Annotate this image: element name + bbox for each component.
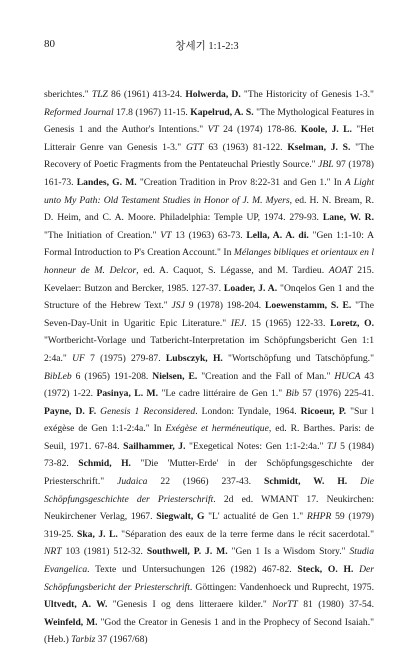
entry-text: . 2d ed. WMANT 17. Neukirchen: Neukirchener Verlag, 1967. — [44, 493, 374, 523]
entry-text: "The Mythological Features in Genesis 1 and the Author's Intentions." — [44, 106, 374, 136]
entry-author: Ska, J. L. — [77, 528, 118, 540]
entry-publication-title: UF — [72, 352, 85, 364]
bibliography-entry — [117, 476, 264, 487]
entry-publication-title: NRT — [44, 546, 62, 558]
bibliography-entry — [172, 300, 265, 311]
bibliography-entry — [72, 353, 166, 364]
entry-author: Pasinya, L. M. — [96, 388, 158, 400]
running-title: 창세기 1:1-2:3 — [175, 41, 239, 52]
entry-author: Southwell, P. J. M. — [146, 546, 228, 558]
bibliography-entry — [286, 388, 374, 399]
entry-text: "Gen 1 Is a Wisdom Story." — [227, 546, 350, 558]
bibliography-entry — [100, 406, 301, 417]
bibliography-entry — [77, 529, 374, 540]
entry-text: 9 (1978) 198-204. — [184, 300, 265, 312]
entry-author: Loader, J. A. — [223, 282, 278, 294]
entry-text: sberichtes." — [44, 89, 92, 100]
entry-text: . 15 (1965) 122-33. — [244, 317, 331, 329]
entry-text: 57 (1976) 225-41. — [298, 388, 374, 400]
entry-text: 59 (1979) 319-25. — [44, 511, 374, 540]
bibliography-entry — [152, 371, 334, 382]
entry-publication-title: VT — [207, 124, 219, 136]
entry-text: 37 (1967/68) — [95, 634, 148, 646]
entry-publication-title: Die Schöpfungsgeschichte der Priesterschrift — [44, 476, 374, 505]
entry-text: "The Initiation of Creation." — [44, 229, 161, 241]
entry-text: 24 (1974) 178-86. — [218, 124, 301, 136]
bibliography-entry — [166, 353, 374, 364]
entry-text: "L' actualité de Gen 1." — [204, 511, 307, 523]
entry-author: Sailhammer, J. — [123, 440, 186, 452]
bibliography-entry — [147, 546, 350, 557]
bibliography-entry — [44, 371, 152, 382]
entry-publication-title: HUCA — [334, 370, 361, 382]
entry-text: . Göttingen: Vandenhoeck und Ruprecht, 1975. — [189, 581, 375, 593]
entry-publication-title: Judaica — [117, 476, 148, 488]
entry-text: 13 (1963) 63-73. — [171, 229, 247, 241]
entry-publication-title: Bib — [285, 388, 299, 400]
entry-text: "Creation and the Fall of Man." — [197, 370, 335, 382]
entry-author: Schmid, H. — [78, 458, 131, 470]
bibliography-entry — [96, 388, 285, 399]
entry-publication-title: A Light unto My Path: Old Testament Studies in Honor of J. M. Myers — [44, 176, 374, 206]
bibliography-entry — [44, 107, 190, 118]
entry-text: 97 (1978) 161-73. — [44, 159, 374, 188]
entry-text: "Sur l exégèse de Gen 1:1-2:4a." In — [44, 405, 374, 435]
entry-text: 215. Kevelaer: Butzon and Bercker, 1985. 127-37. — [44, 264, 374, 294]
entry-author: Weinfeld, M. — [44, 616, 98, 628]
entry-text: 6 (1965) 191-208. — [71, 370, 153, 382]
entry-text: "The Seven-Day-Unit in Ugaritic Epic Literature." — [44, 300, 374, 329]
entry-text: "Wortbericht-Vorlage und Tatbericht-Interpretation im Schöpfungsbericht Gen 1:1 2:4a." — [44, 335, 374, 364]
entry-author: Nielsen, E. — [152, 370, 198, 382]
entry-text: 63 (1963) 81-122. — [203, 141, 288, 153]
entry-publication-title: JBL — [318, 159, 334, 171]
entry-text: "Creation Tradition in Prov 8:22-31 and Gen 1." In — [136, 176, 345, 188]
running-head — [44, 38, 370, 54]
entry-publication-title: Tarbiz — [71, 634, 96, 646]
entry-text: "Gen 1:1-10: A Formal Introduction to P's Creation Account." In — [44, 229, 375, 259]
bibliography-entry — [185, 89, 374, 100]
entry-author: Loewenstamm, S. E. — [265, 300, 352, 312]
entry-publication-title: BibLeb — [44, 370, 72, 382]
entry-publication-title: TLZ — [91, 89, 108, 100]
entry-publication-title: RHPR — [306, 511, 332, 523]
entry-publication-title: Exégèse et herméneutique — [165, 423, 269, 435]
entry-text: "Genesis I og dens litteraere kilder." — [107, 599, 273, 611]
bibliography-entry — [92, 89, 185, 100]
entry-text: , ed. A. Caquot, S. Légasse, and M. Tardieu. — [136, 264, 329, 276]
entry-author: Lella, A. A. di. — [246, 229, 309, 241]
entry-text: "God the Creator in Genesis 1 and in the Prophecy of Second Isaiah." (Heb.) — [44, 616, 375, 646]
entry-text: "Le cadre littéraire de Gen 1." — [158, 388, 286, 400]
bibliography-entry — [44, 406, 100, 417]
bibliography-entry — [44, 546, 147, 557]
entry-author: Lubsczyk, H. — [165, 352, 223, 364]
page-number: 80 — [44, 38, 55, 50]
bibliography-entry — [272, 599, 374, 610]
entry-publication-title: Studia Evangelica — [44, 546, 375, 576]
entry-text: , ed. R. Barthes. Paris: de Seuil, 1971. 67-84. — [44, 423, 374, 452]
entry-publication-title: AOAT — [328, 264, 353, 276]
entry-text: "Exegetical Notes: Gen 1:1-2:4a." — [185, 440, 327, 452]
entry-text: 43 (1972) 1-22. — [44, 370, 375, 400]
entry-author: Ricoeur, P. — [300, 405, 347, 417]
entry-author: Steck, O. H. — [297, 564, 354, 576]
bibliography-entry — [186, 142, 287, 153]
bibliography-entry — [77, 177, 345, 188]
entry-text: "Séparation des eaux de la terre ferme dans le récit sacerdotal." — [117, 528, 374, 540]
bibliography-entry — [264, 476, 360, 487]
entry-text: 7 (1975) 279-87. — [84, 352, 166, 364]
entry-text: 86 (1961) 413-24. — [107, 89, 186, 100]
entry-text: "Die 'Mutter-Erde' in der Schöpfungsgeschichte der Priesterschrift." — [44, 458, 374, 488]
bibliography-entry — [71, 634, 147, 645]
entry-text: 22 (1966) 237-43. — [147, 476, 264, 488]
bibliography-entry — [44, 599, 272, 610]
entry-publication-title: IEJ — [230, 317, 245, 329]
entry-text: 81 (1980) 37-54. — [297, 599, 374, 611]
entry-author: Payne, D. F. — [44, 405, 97, 417]
entry-text — [347, 476, 360, 487]
entry-text: "Het Litterair Genre van Genesis 1-3." — [44, 124, 375, 153]
entry-publication-title: NorTT — [272, 599, 298, 611]
entry-text: "Onqelos Gen 1 and the Structure of the Hebrew Text." — [44, 282, 374, 312]
entry-text: "The Recovery of Poetic Fragments from the Pentateuchal Priestly Source." — [44, 141, 375, 171]
entry-author: Loretz, O. — [330, 317, 374, 329]
entry-text: 103 (1981) 512-32. — [61, 546, 147, 558]
bibliography-text — [44, 86, 374, 649]
entry-publication-title: Mélanges bibliques et orientaux en l honneur de M. Delcor — [44, 247, 374, 276]
entry-publication-title: GTT — [185, 141, 204, 153]
entry-author: Lane, W. R. — [322, 212, 374, 224]
bibliography-entry — [208, 124, 301, 135]
entry-author: Kselman, J. S. — [287, 141, 351, 153]
bibliography-entry — [297, 564, 359, 575]
bibliography-entry — [156, 511, 307, 522]
entry-publication-title: JSJ — [171, 300, 185, 312]
bibliography-entry — [123, 441, 327, 452]
entry-author: Koole, J. L. — [300, 124, 352, 136]
entry-text: "Wortschöpfung und Tatschöpfung." — [222, 352, 375, 364]
bibliography-entry — [44, 89, 92, 100]
entry-publication-title: VT — [160, 229, 172, 241]
entry-author: Landes, G. M. — [76, 176, 137, 188]
entry-publication-title: Genesis 1 Reconsidered — [100, 405, 196, 417]
entry-text: . London: Tyndale, 1964. — [195, 405, 301, 417]
bibliography-entry — [231, 318, 330, 329]
entry-text: 17.8 (1967) 11-15. — [113, 106, 191, 118]
entry-text: . Texte und Untersuchungen 126 (1982) 467-82. — [87, 564, 298, 576]
entry-author: Siegwalt, G — [156, 511, 205, 523]
entry-text: "The Historicity of Genesis 1-3." — [240, 89, 374, 100]
entry-author: Holwerda, D. — [185, 89, 241, 100]
entry-publication-title: TJ — [326, 440, 337, 452]
entry-text: , ed. H. N. Bream, R. D. Heim, and C. A. Moore. Philadelphia: Temple UP, 1974. 279-93. — [44, 194, 374, 224]
entry-author: Schmidt, W. H. — [263, 476, 348, 488]
entry-author: Kapelrud, A. S. — [190, 106, 254, 118]
entry-publication-title: Reformed Journal — [44, 106, 114, 118]
entry-text: 5 (1984) 73-82. — [44, 440, 374, 470]
bibliography-entry — [160, 230, 246, 241]
entry-author: Ultvedt, A. W. — [44, 599, 108, 611]
entry-publication-title: Der Schöpfungsbericht der Priesterschrift — [44, 564, 374, 593]
